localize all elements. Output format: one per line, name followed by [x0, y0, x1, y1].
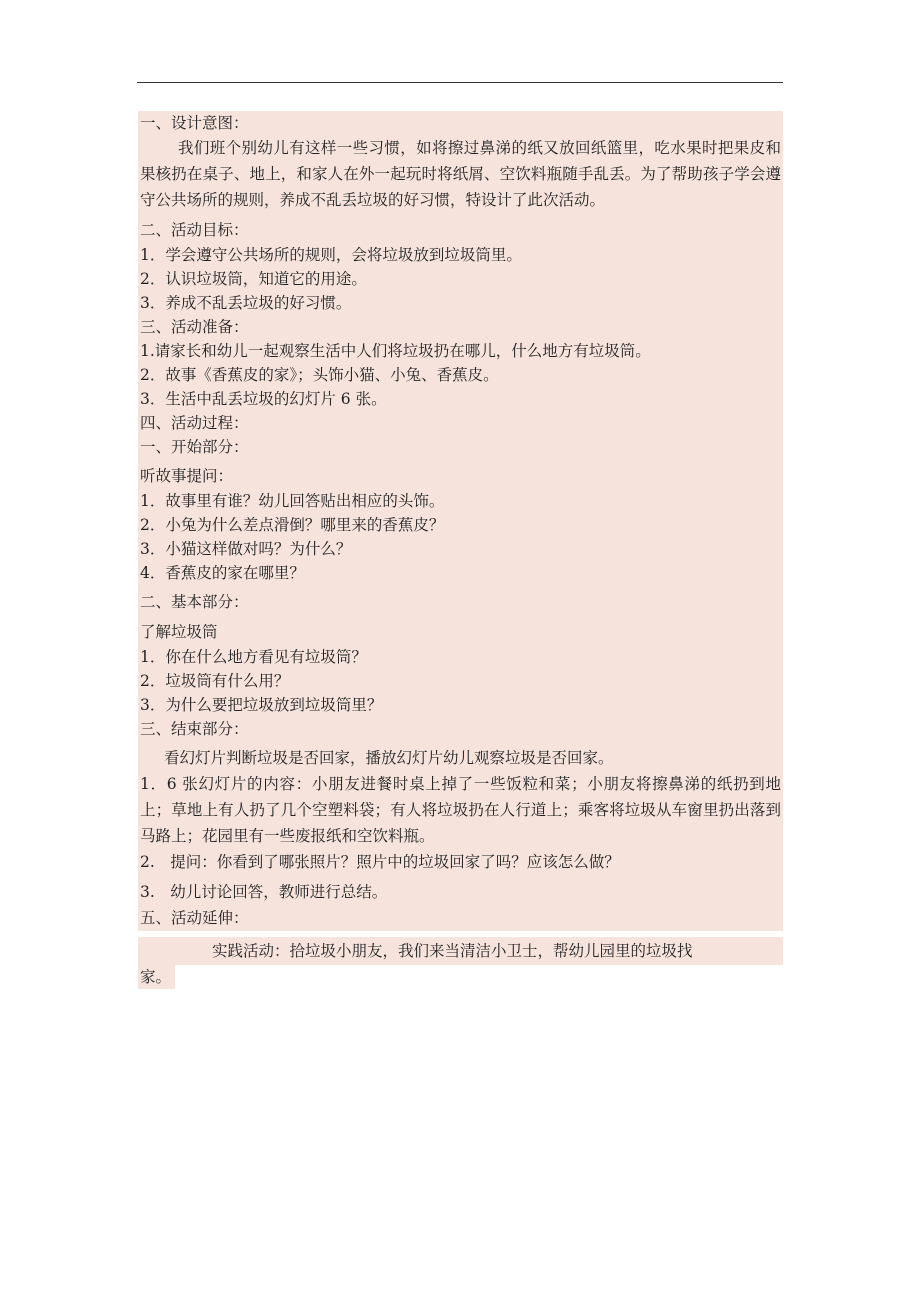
- section-goals-title: 二、活动目标：: [140, 221, 249, 239]
- basic-question-1: 1．你在什么地方看见有垃圾筒？: [140, 648, 367, 666]
- start-question-3: 3．小猫这样做对吗？为什么？: [140, 540, 352, 558]
- basic-question-2: 2．垃圾筒有什么用？: [140, 672, 290, 690]
- start-question-4: 4．香蕉皮的家在哪里？: [140, 564, 305, 582]
- part-start-subtitle: 听故事提问：: [140, 467, 234, 485]
- preparation-item-3: 3．生活中乱丢垃圾的幻灯片 6 张。: [140, 390, 387, 408]
- section-extension-title: 五、活动延伸：: [140, 909, 249, 927]
- goal-item-2: 2．认识垃圾筒，知道它的用途。: [140, 270, 367, 288]
- preparation-item-2: 2．故事《香蕉皮的家》；头饰小猫、小兔、香蕉皮。: [140, 366, 499, 384]
- preparation-item-1: 1.请家长和幼儿一起观察生活中人们将垃圾扔在哪儿，什么地方有垃圾筒。: [140, 342, 651, 360]
- goal-item-1: 1．学会遵守公共场所的规则，会将垃圾放到垃圾筒里。: [140, 246, 522, 264]
- header-rule: [137, 82, 783, 83]
- goal-item-3: 3．养成不乱丢垃圾的好习惯。: [140, 294, 352, 312]
- section-process-title: 四、活动过程：: [140, 414, 249, 432]
- extension-line-2: 家。: [138, 965, 175, 989]
- start-question-2: 2．小兔为什么差点滑倒？哪里来的香蕉皮？: [140, 516, 445, 534]
- start-question-1: 1．故事里有谁？幼儿回答贴出相应的头饰。: [140, 492, 445, 510]
- part-basic-title: 二、基本部分：: [140, 593, 249, 611]
- extension-content: [138, 937, 783, 989]
- extension-text-1: 实践活动：拾垃圾小朋友，我们来当清洁小卫士，帮幼儿园里的垃圾找: [212, 942, 693, 960]
- extension-line-1: [138, 937, 783, 965]
- section-design-intent-paragraph: 我们班个别幼儿有这样一些习惯，如将擦过鼻涕的纸又放回纸篮里，吃水果时把果皮和果核扔在桌子、地上，和家人在外一起玩时将纸屑、空饮料瓶随手乱丢。为了帮助孩子学会遵守公共场所的规则，养成不乱丢垃圾的好习惯，特设计了此次活动。: [140, 139, 781, 209]
- part-start-title: 一、开始部分：: [140, 438, 249, 456]
- part-end-title: 三、结束部分：: [140, 720, 249, 738]
- discussion-item: 3. 幼儿讨论回答，教师进行总结。: [140, 883, 388, 901]
- document-body: [138, 111, 783, 989]
- highlighted-content: [138, 111, 783, 931]
- section-design-intent-title: 一、设计意图：: [140, 114, 249, 132]
- part-basic-subtitle: 了解垃圾筒: [140, 623, 218, 641]
- part-end-intro: 看幻灯片判断垃圾是否回家，播放幻灯片幼儿观察垃圾是否回家。: [164, 749, 614, 767]
- section-preparation-title: 三、活动准备：: [140, 318, 249, 336]
- ask-question-item: 2. 提问：你看到了哪张照片？照片中的垃圾回家了吗？应该怎么做？: [140, 853, 620, 871]
- slides-content-item: 1．6 张幻灯片的内容：小朋友进餐时桌上掉了一些饭粒和菜；小朋友将擦鼻涕的纸扔到地上；草地上有人扔了几个空塑料袋；有人将垃圾扔在人行道上；乘客将垃圾从车窗里扔出落到马路上；花园里有一些废报纸和空饮料瓶。: [140, 775, 781, 845]
- basic-question-3: 3．为什么要把垃圾放到垃圾筒里？: [140, 696, 383, 714]
